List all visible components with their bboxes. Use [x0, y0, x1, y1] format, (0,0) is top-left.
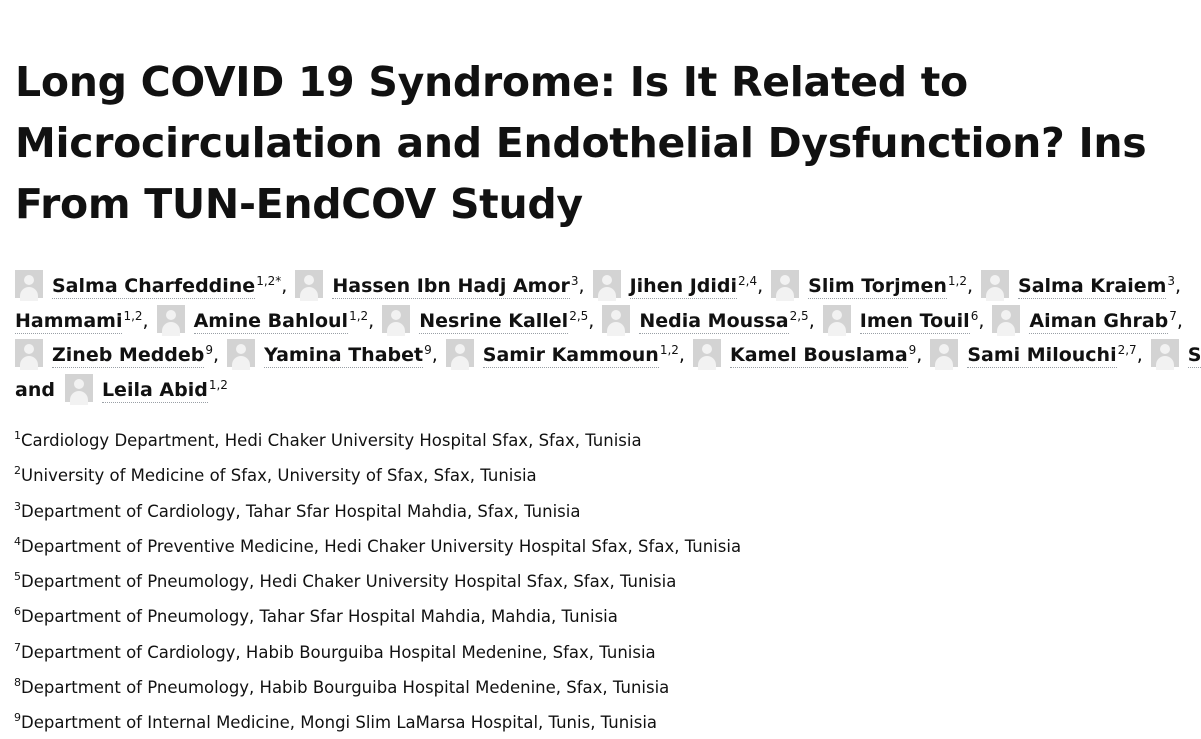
- author-entry[interactable]: [227, 344, 446, 366]
- author-name-link[interactable]: Salma Kraiem: [1018, 275, 1167, 297]
- affiliation-list: [14, 421, 741, 739]
- author-affiliation-marker: 9: [908, 343, 917, 357]
- affiliation-text: Department of Internal Medicine, Mongi Slim LaMarsa Hospital, Tunis, Tunisia: [21, 713, 658, 733]
- author-affiliation-marker: 2,4: [738, 274, 758, 288]
- author-entry[interactable]: [157, 310, 383, 332]
- author-separator: ,: [213, 344, 220, 366]
- author-separator: ,: [808, 309, 815, 332]
- author-entry[interactable]: [295, 275, 592, 297]
- avatar-placeholder-icon: [15, 270, 43, 298]
- affiliation-number: 9: [14, 711, 21, 725]
- avatar-placeholder-icon: [65, 374, 93, 402]
- author-separator: ,: [1176, 309, 1183, 332]
- author-separator: ,: [966, 275, 974, 297]
- affiliation-text: Cardiology Department, Hedi Chaker University Hospital Sfax, Sfax, Tunisia: [21, 431, 642, 450]
- author-name-link[interactable]: Kamel Bouslama: [729, 344, 908, 366]
- affiliation-number: 2: [14, 464, 21, 478]
- author-affiliation-marker: 7: [1169, 308, 1177, 323]
- affiliation-number: 7: [14, 640, 21, 654]
- author-line: [15, 299, 1201, 334]
- author-entry[interactable]: [593, 275, 772, 297]
- author-name-link[interactable]: Amine Bahloul: [193, 309, 349, 332]
- author-line: [15, 264, 1201, 299]
- affiliation-text: Department of Preventive Medicine, Hedi Chaker University Hospital Sfax, Sfax, Tunisia: [21, 536, 742, 556]
- author-name-link[interactable]: Imen Touil: [859, 309, 970, 332]
- author-separator: ,: [1175, 275, 1182, 297]
- author-entry[interactable]: [981, 275, 1189, 297]
- author-entry[interactable]: [693, 344, 930, 366]
- affiliation-number: 6: [14, 605, 21, 619]
- affiliation-text: Department of Pneumology, Hedi Chaker University Hospital Sfax, Sfax, Tunisia: [21, 572, 677, 592]
- author-name-link[interactable]: Leila Abid: [101, 378, 208, 401]
- author-separator: ,: [368, 309, 375, 332]
- author-entry[interactable]: [602, 310, 822, 332]
- author-affiliation-marker: 1,2: [349, 308, 369, 323]
- author-separator: ,: [916, 344, 923, 366]
- affiliation-item: [14, 633, 741, 668]
- author-entry[interactable]: [65, 379, 228, 401]
- avatar-placeholder-icon: [823, 305, 851, 333]
- avatar-placeholder-icon: [446, 339, 474, 367]
- author-affiliation-marker: 9: [205, 343, 214, 357]
- avatar-placeholder-icon: [602, 305, 630, 333]
- affiliation-number: 8: [14, 676, 21, 690]
- title-line-2: Microcirculation and Endothelial Dysfunction? Ins: [15, 119, 1147, 167]
- affiliation-item: [14, 527, 741, 562]
- title-line-1: Long COVID 19 Syndrome: Is It Related to: [15, 58, 968, 106]
- affiliation-item: [14, 703, 741, 738]
- author-entry[interactable]: [992, 310, 1191, 332]
- author-affiliation-marker: 3: [1167, 274, 1176, 288]
- author-name-link[interactable]: Hassen Ibn Hadj Amor: [332, 275, 570, 297]
- author-name-link[interactable]: Slim Torjmen: [808, 275, 947, 297]
- avatar-placeholder-icon: [593, 270, 621, 298]
- affiliation-text: University of Medicine of Sfax, University of Sfax, Sfax, Tunisia: [21, 466, 537, 486]
- author-affiliation-marker: 1,2: [123, 308, 143, 323]
- affiliation-text: Department of Cardiology, Habib Bourguiba Hospital Medenine, Sfax, Tunisia: [21, 642, 656, 662]
- avatar-placeholder-icon: [157, 305, 185, 333]
- avatar-placeholder-icon: [1151, 339, 1179, 367]
- affiliation-number: 3: [14, 499, 21, 513]
- author-affiliation-marker: 2,7: [1117, 343, 1137, 357]
- author-affiliation-marker: 1,2: [659, 343, 679, 357]
- author-list: [15, 264, 1201, 402]
- affiliation-text: Department of Cardiology, Tahar Sfar Hospital Mahdia, Sfax, Tunisia: [21, 501, 581, 521]
- author-entry[interactable]: [15, 310, 157, 332]
- avatar-placeholder-icon: [15, 339, 43, 367]
- author-separator: ,: [578, 275, 585, 297]
- author-name-link[interactable]: Zineb Meddeb: [52, 344, 205, 366]
- author-name-link[interactable]: Hammami: [15, 309, 123, 332]
- author-entry[interactable]: [446, 344, 693, 366]
- author-affiliation-marker: 1,2: [947, 274, 967, 288]
- author-name-link[interactable]: Jihen Jdidi: [629, 275, 738, 297]
- author-entry[interactable]: [771, 275, 981, 297]
- author-separator: ,: [588, 309, 595, 332]
- author-separator: ,: [281, 275, 288, 297]
- author-separator: ,: [1136, 344, 1143, 366]
- author-line: [15, 368, 1201, 403]
- title-line-3: From TUN-EndCOV Study: [15, 180, 583, 228]
- affiliation-item: [14, 492, 741, 527]
- author-entry[interactable]: [15, 344, 227, 366]
- avatar-placeholder-icon: [930, 339, 958, 367]
- author-affiliation-marker: 2,5: [569, 308, 589, 323]
- avatar-placeholder-icon: [382, 305, 410, 333]
- affiliation-item: [14, 421, 741, 456]
- author-conjunction: and: [15, 378, 55, 401]
- author-separator: ,: [978, 309, 985, 332]
- affiliation-item: [14, 668, 741, 703]
- affiliation-item: [14, 456, 741, 491]
- affiliation-item: [14, 597, 741, 632]
- author-name-link[interactable]: Nesrine Kallel: [419, 309, 569, 332]
- author-name-link[interactable]: Salma Charfeddine: [52, 275, 256, 297]
- affiliation-number: 4: [14, 534, 21, 548]
- author-entry[interactable]: [930, 344, 1150, 366]
- avatar-placeholder-icon: [981, 270, 1009, 298]
- author-affiliation-marker: 1,2*: [256, 274, 282, 288]
- author-separator: ,: [431, 344, 438, 366]
- avatar-placeholder-icon: [771, 270, 799, 298]
- affiliation-item: [14, 562, 741, 597]
- affiliation-text: Department of Pneumology, Habib Bourguiba Hospital Medenine, Sfax, Tunisia: [21, 678, 670, 698]
- author-affiliation-marker: 6: [970, 308, 979, 323]
- author-separator: ,: [142, 309, 149, 332]
- avatar-placeholder-icon: [295, 270, 323, 298]
- author-name-link[interactable]: S: [1187, 344, 1201, 366]
- avatar-placeholder-icon: [693, 339, 721, 367]
- article-title: [15, 52, 1146, 235]
- affiliation-number: 1: [14, 429, 21, 442]
- affiliation-number: 5: [14, 570, 21, 584]
- author-affiliation-marker: 3: [570, 274, 579, 288]
- affiliation-text: Department of Pneumology, Tahar Sfar Hospital Mahdia, Mahdia, Tunisia: [21, 607, 618, 627]
- author-affiliation-marker: 1,2: [208, 377, 228, 392]
- avatar-placeholder-icon: [227, 339, 255, 367]
- author-entry[interactable]: [1151, 344, 1201, 366]
- author-entry[interactable]: [15, 275, 295, 297]
- author-line: [15, 333, 1201, 368]
- author-affiliation-marker: 2,5: [789, 308, 809, 323]
- author-separator: ,: [678, 344, 685, 366]
- author-affiliation-marker: 9: [424, 343, 432, 357]
- author-name-link[interactable]: Sami Milouchi: [967, 344, 1117, 366]
- author-entry[interactable]: [823, 310, 993, 332]
- author-name-link[interactable]: Samir Kammoun: [482, 344, 659, 366]
- author-name-link[interactable]: Aiman Ghrab: [1029, 309, 1169, 332]
- author-separator: ,: [757, 275, 764, 297]
- author-name-link[interactable]: Nedia Moussa: [639, 309, 789, 332]
- author-name-link[interactable]: Yamina Thabet: [264, 344, 424, 366]
- avatar-placeholder-icon: [992, 305, 1020, 333]
- author-entry[interactable]: [382, 310, 602, 332]
